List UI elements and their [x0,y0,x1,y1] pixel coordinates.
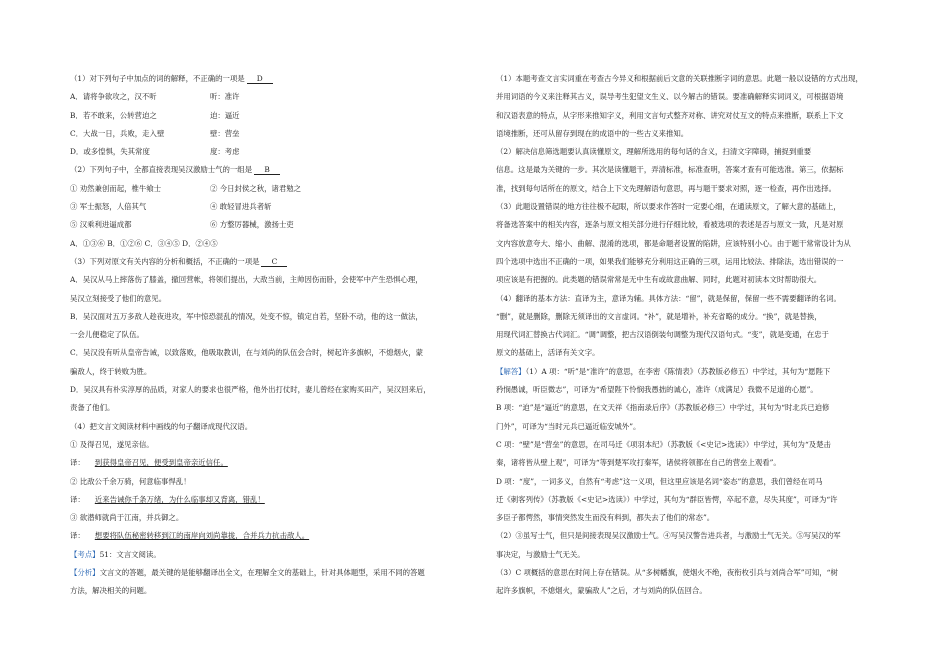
q3-line: 一会儿便稳定了队伍。 [70,330,144,340]
analysis-line: 信息。这是最为关键的一步。其次是读懂题干，弄清标准，标准查明，答案才查有可能选准。第三，依据标 [496,165,844,175]
analysis-line: （3）此题设置错误的地方往往极不起眼，所以要求作答时一定要心细，在通读原文，了解大意的基础上， [496,202,841,212]
q3-line: 吴汉立刻接受了他们的意见。 [70,293,167,303]
fenxi-cont: 方法，解决相关的问题。 [70,586,152,596]
left-column [70,70,490,601]
analysis-line: 文内容放意夸大、缩小、曲解、混淆的选项，都是命题者设置的陷阱，应该特别小心。由于题干常常设计为从 [496,238,851,248]
analysis-line: （2）解决信息筛选题要认真读懂原文，理解所选用的每句话的含义，扫清文字障碍，捕捉到重要 [496,147,812,157]
jieda-line: 多臣子都愕然，事情突然发生而没有料到，都失去了他们的常态”。 [496,513,715,523]
analysis-line: “删”，就是删除，删除无须译出的文言虚词。“补”，就是增补，补充省略的成分。“换”，就是替换， [496,311,822,321]
q3-line: A．吴汉从马上摔落伤了膝盖，撤回营帐，将领们提出，大敌当前，主帅因伤而卧，会使军中产生恐惧心理， [70,275,423,285]
q1-option-a: A．请将争欲攻之，汉不听 听：准许 [70,92,240,102]
analysis-line: 语境推断，还可从留存到现在的成语中的一些古义来推知。 [496,128,689,138]
q3-answer: C [261,257,287,267]
q4-stem: （4）把文言文阅读材料中画线的句子翻译成现代汉语。 [70,421,253,431]
fenxi-tag: 【分析】 [70,568,100,578]
jieda-line: B 项：“迫”是“逼近”的意思，在文天祥《指南录后序》（苏教版必修三）中学过，其句为“时北兵已迫修 [496,403,830,413]
q3-line: D．吴汉具有朴实淳厚的品质，对家人的要求也很严格，他外出打仗时，妻儿曾经在家购买田产，吴汉回来后， [70,385,431,395]
q4-source-3: ③ 欲潜师就尚于江南，并兵御之。 [70,513,184,523]
q2-row-1: ① 劝然兼创而起，椎牛飨士 ② 今日封侯之秋，诸君勉之 [70,183,302,193]
q3-line: 骗敌人，终于转败为胜。 [70,366,152,376]
q4-source-2: ② 比敌公千余万骑，何意临事悍乱！ [70,476,191,486]
jieda-line: C 项：“壁”是“营垒”的意思，在司马迁《项羽本纪》（苏教版《<史记>选读》）中学过，其句为“及楚击 [496,439,831,449]
q3-line: B．吴汉面对五万多敌人趁夜进攻，军中惊恐混乱的情况，处变不惊，镇定自若，坚卧不动，他的这一做法， [70,311,423,321]
jieda-line: 事决定，与激励士气无关。 [496,549,585,559]
q1-option-c: C．大战一日，兵败，走入壁 壁：营垒 [70,128,240,138]
fenxi: 【分析】文言文的答题，最关键的是能够翻译出全文，在理解全文的基础上，针对具体题型，采用不同的答题 [70,568,425,578]
q4-source-1: ① 及得召见，遂见亲信。 [70,439,154,449]
kaodian-tag: 【考点】 [70,549,100,559]
q4-translation-2: 译： 近来告诫你千条万绪，为什么临事却又背离，错乱！ [70,494,265,504]
analysis-line: （1）本题考查文言实词重在考查古今异义和根据前后文意的关联推断字词的意思。此题一般以设错的方式出现， [496,74,863,83]
q4-translation-3: 译： 想要将队伍秘密转移到江的南岸向刘尚靠拢，合并兵力抗击敌人。 [70,531,310,541]
q2-row-2: ③ 军士振怒，人倍其气 ④ 敢轻冒进兵者斩 [70,202,272,212]
q4-translation-1: 译： 到获得皇帝召见，便受到皇帝亲近信任。 [70,458,228,468]
analysis-line: 将备选答案中的相关内容，逐条与原文相关部分进行仔细比较，看被选项的表述是否与原文一致，凡是对原 [496,220,844,230]
q3-line: 责备了他们。 [70,403,115,413]
kaodian: 【考点】51：文言文阅读。 [70,549,161,559]
q1-stem: （1）对下列句子中加点的词的解释，不正确的一项是 D [70,70,490,88]
q2-answer: B [254,165,280,175]
q3-line: C．吴汉没有听从皇帝告诫，以致落败，他吸取教训，在与刘尚的队伍会合时，树起许多旗帜，不熄烟火，蒙 [70,348,424,358]
analysis-line: 并用词语的今义来注释其古义，误导考生犯望文生义、以今解古的错误。要准确解释实词词义，可根据语境 [496,92,844,102]
jieda-line: （2）③虽写士气，但只是间接表现吴汉激励士气。④写吴汉警告进兵者，与激励士气无关。⑤写吴汉的军 [496,531,841,541]
analysis-line: 准，找到每句话所在的原文，结合上下文先理解语句意思，再与题干要求对照，逐一检查，再作出选择。 [496,183,836,193]
jieda-line: D 项：“度”，一词多义，自然有“考虑”这一义项，但这里应该是名词“姿态”的意思，我们曾经在司马 [496,476,823,486]
analysis-line: 项应该是有把握的。此类题的错误常常是无中生有或故意曲解、同时，此题对初读本文时帮助很大。 [496,275,822,285]
jieda: 【解答】（1）A 项：“听”是“准许”的意思，在李密《陈情表》（苏教版必修五）中学过，其句为“愿陛下 [496,366,831,376]
jieda-line: 门外”，可译为“当时元兵已逼近临安城外”。 [496,421,641,431]
analysis-line: 和汉语表意的特点，从字形来推知字义，利用文言句式整齐对称、讲究对仗互文的特点来推断，联系上下文 [496,110,844,120]
analysis-line: 用现代词汇替换古代词汇。“调”调整，把古汉语倒装句调整为现代汉语句式。“变”，就是变通，在忠于 [496,330,829,340]
jieda-line: （3）C 项概括的意思在时间上存在错误。从“多树幡旗，使烟火不绝，夜衔枚引兵与刘尚合军”可知，“树 [496,568,838,578]
jieda-line: 矜悯愚诚，听臣微志”，可译为“希望陛下怜悯我愚拙的诚心，准许（成满足）我微不足道的心愿”。 [496,385,818,395]
jieda-line: 秦，诸将皆从壁上观”，可译为“等到楚军攻打秦军，诸侯将领都在自己的营垒上观看”。 [496,458,781,468]
analysis-line: 原文的基础上，活译有关文字。 [496,348,600,358]
q3-stem: （3）下列对原文有关内容的分析和概括，不正确的一项是 C [70,253,490,271]
q1-answer: D [247,74,273,84]
analysis-line: （4）翻译的基本方法：直译为主，意译为辅。具体方法：“留”，就是保留，保留一些不需要翻译的名词。 [496,293,841,303]
q2-stem: （2）下列句子中，全都直接表现吴汉激励士气的一组是 B [70,161,490,179]
jieda-line: 迁《刺客列传》（苏教版《<史记>选读》）中学过，其句为“群臣皆愕，卒起不意，尽失其度”，可译为“许 [496,494,838,504]
analysis-line: 四个选项中选出不正确的一项，如果我们能够充分利用这正确的三项，运用比较法、排除法，选出错误的一 [496,256,844,266]
q2-row-3: ⑤ 汉乘利进逼成都 ⑥ 方整厉器械，激扬士吏 [70,220,294,230]
q2-choices: A．①③⑥ B．①②⑥ C．③④⑤ D．②④⑤ [70,238,218,248]
jieda-line: 起许多旗帜，不熄烟火，蒙骗敌人”之后，才与刘尚的队伍回合。 [496,586,707,596]
q1-option-b: B．若不敢来，公转营迫之 迫：逼近 [70,110,240,120]
jieda-tag: 【解答】 [496,366,526,376]
q1-option-d: D．或多惶惧，失其常度 度：考虑 [70,147,240,157]
right-column [496,70,888,601]
